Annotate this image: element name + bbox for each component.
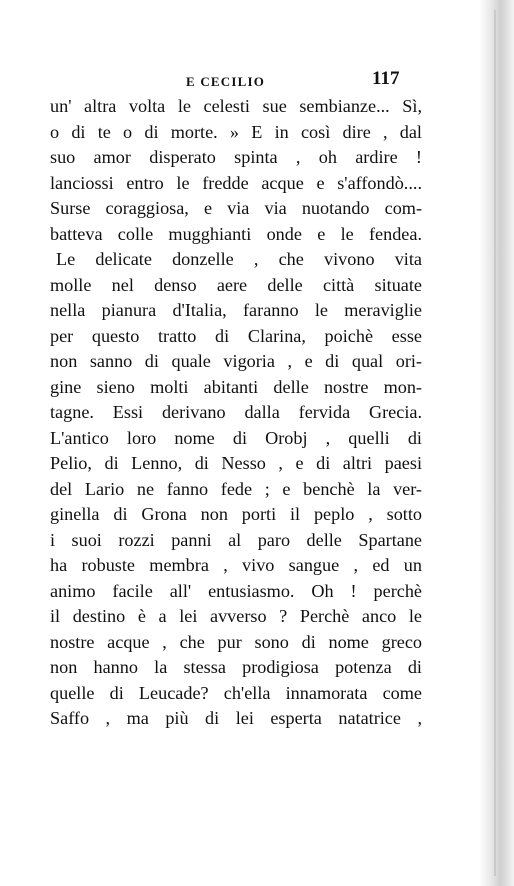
text-line: il destino è a lei avverso ? Perchè anco le — [50, 606, 422, 626]
text-line: nostre acque , che pur sono di nome greco — [50, 631, 422, 652]
text-line: Pelio, di Lenno, di Nesso , e di altri paesi — [50, 453, 422, 473]
text-line: o di te o di morte. » E in così dire , dal — [50, 121, 422, 142]
page-edge — [494, 10, 496, 876]
text-line: ginella di Grona non porti il peplo , sotto — [50, 504, 422, 524]
text-line: suo amor disperato spinta , oh ardire ! — [50, 147, 422, 167]
text-line: ha robuste membra , vivo sangue , ed un — [50, 555, 422, 575]
text-line: i suoi rozzi panni al paro delle Spartane — [50, 529, 422, 550]
text-line: lanciossi entro le fredde acque e s'affondò.... — [50, 172, 422, 193]
running-title: E CECILIO — [186, 74, 266, 89]
running-head — [0, 68, 514, 94]
text-line: animo facile all' entusiasmo. Oh ! perchè — [50, 580, 422, 601]
text-line: molle nel denso aere delle città situate — [50, 274, 422, 295]
text-line: batteva colle mugghianti onde e le fendea. — [50, 223, 422, 244]
text-line: un' altra volta le celesti sue sembianze... Sì, — [50, 96, 422, 116]
text-line: del Lario ne fanno fede ; e benchè la ver- — [50, 478, 422, 499]
text-line: non hanno la stessa prodigiosa potenza di — [50, 657, 422, 677]
text-line: nella pianura d'Italia, faranno le meraviglie — [50, 300, 422, 320]
text-line: non sanno di quale vigoria , e di qual ori- — [50, 351, 422, 371]
text-line: tagne. Essi derivano dalla fervida Grecia. — [50, 402, 422, 422]
body-text — [50, 94, 422, 732]
text-line: L'antico loro nome di Orobj , quelli di — [50, 427, 422, 448]
page-gutter-shadow — [480, 0, 514, 886]
text-line: per questo tratto di Clarina, poichè esse — [50, 325, 422, 346]
page-number: 117 — [372, 68, 400, 89]
text-line: gine sieno molti abitanti delle nostre mon- — [50, 376, 422, 397]
text-line: Surse coraggiosa, e via via nuotando com- — [50, 198, 422, 218]
text-line: Saffo , ma più di lei esperta natatrice , — [50, 708, 422, 728]
paragraph-start-line: Le delicate donzelle , che vivono vita — [56, 249, 422, 269]
text-line: quelle di Leucade? ch'ella innamorata come — [50, 682, 422, 703]
